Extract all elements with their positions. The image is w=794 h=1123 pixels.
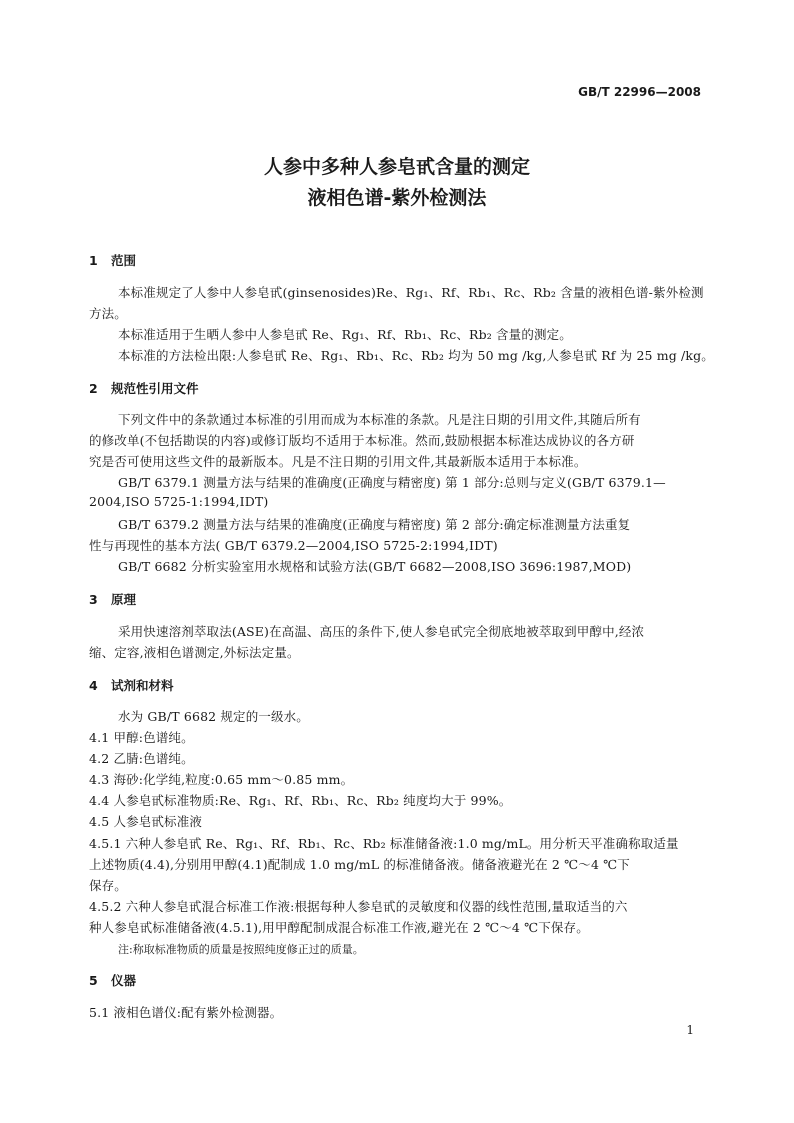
paragraph-line: 水为 GB/T 6682 规定的一级水。 xyxy=(118,709,309,724)
section-number: 4 xyxy=(89,678,98,693)
paragraph-line: 本标准规定了人参中人参皂甙(ginsenosides)Re、Rg₁、Rf、Rb₁、Rc、Rb₂ 含量的液相色谱-紫外检测 xyxy=(118,285,704,300)
section-heading-5 xyxy=(89,971,136,989)
clause-4-5-1: 4.5.1 六种人参皂甙 Re、Rg₁、Rf、Rb₁、Rc、Rb₂ 标准储备液:1.0 mg/mL。用分析天平准确称取适量 xyxy=(89,836,679,851)
document-title-line1: 人参中多种人参皂甙含量的测定 xyxy=(263,156,530,178)
reference-line: GB/T 6379.1 测量方法与结果的准确度(正确度与精密度) 第 1 部分:总则与定义(GB/T 6379.1— xyxy=(118,475,666,490)
reference-line: 2004,ISO 5725-1:1994,IDT) xyxy=(89,494,269,509)
paragraph-line: 方法。 xyxy=(89,306,127,321)
section-number: 5 xyxy=(89,973,98,988)
paragraph-line: 本标准的方法检出限:人参皂甙 Re、Rg₁、Rb₁、Rc、Rb₂ 均为 50 mg /kg,人参皂甙 Rf 为 25 mg /kg。 xyxy=(118,348,714,363)
paragraph-line: 种人参皂甙标准储备液(4.5.1),用甲醇配制成混合标准工作液,避光在 2 ℃～4 ℃下保存。 xyxy=(89,920,589,935)
paragraph-line: 的修改单(不包括勘误的内容)或修订版均不适用于本标准。然而,鼓励根据本标准达成协议的各方研 xyxy=(89,433,635,448)
paragraph-line: 缩、定容,液相色谱测定,外标法定量。 xyxy=(89,645,300,660)
paragraph-line: 下列文件中的条款通过本标准的引用而成为本标准的条款。凡是注日期的引用文件,其随后所有 xyxy=(118,412,641,427)
clause-4-4: 4.4 人参皂甙标准物质:Re、Rg₁、Rf、Rb₁、Rc、Rb₂ 纯度均大于 99%。 xyxy=(89,793,512,808)
reference-line: GB/T 6379.2 测量方法与结果的准确度(正确度与精密度) 第 2 部分:确定标准测量方法重复 xyxy=(118,517,631,532)
section-title: 原理 xyxy=(111,592,137,607)
clause-4-1: 4.1 甲醇:色谱纯。 xyxy=(89,730,194,745)
clause-4-2: 4.2 乙腈:色谱纯。 xyxy=(89,751,194,766)
paragraph-line: 保存。 xyxy=(89,878,127,893)
note: 注:称取标准物质的质量是按照纯度修正过的质量。 xyxy=(118,943,364,956)
section-heading-2 xyxy=(89,379,199,397)
section-heading-3 xyxy=(89,590,136,608)
standard-number: GB/T 22996—2008 xyxy=(578,85,701,99)
section-title: 试剂和材料 xyxy=(111,678,174,693)
clause-4-5-2: 4.5.2 六种人参皂甙混合标准工作液:根据每种人参皂甙的灵敏度和仪器的线性范围,量取适当的六 xyxy=(89,899,628,914)
clause-4-5: 4.5 人参皂甙标准液 xyxy=(89,814,203,829)
paragraph-line: 上述物质(4.4),分别用甲醇(4.1)配制成 1.0 mg/mL 的标准储备液。储备液避光在 2 ℃～4 ℃下 xyxy=(89,857,630,872)
document-title-line2: 液相色谱-紫外检测法 xyxy=(307,187,487,209)
paragraph-line: 采用快速溶剂萃取法(ASE)在高温、高压的条件下,使人参皂甙完全彻底地被萃取到甲醇中,经浓 xyxy=(118,624,645,639)
section-number: 1 xyxy=(89,253,98,268)
section-heading-4 xyxy=(89,676,174,694)
section-title: 仪器 xyxy=(111,973,137,988)
section-number: 3 xyxy=(89,592,98,607)
section-title: 规范性引用文件 xyxy=(111,381,199,396)
section-number: 2 xyxy=(89,381,98,396)
clause-5-1: 5.1 液相色谱仪:配有紫外检测器。 xyxy=(89,1005,283,1020)
section-title: 范围 xyxy=(111,253,137,268)
reference-line: 性与再现性的基本方法( GB/T 6379.2—2004,ISO 5725-2:1994,IDT) xyxy=(89,538,498,553)
section-heading-1 xyxy=(89,251,136,269)
paragraph-line: 本标准适用于生晒人参中人参皂甙 Re、Rg₁、Rf、Rb₁、Rc、Rb₂ 含量的测定。 xyxy=(118,327,572,342)
page-number: 1 xyxy=(686,1023,694,1037)
paragraph-line: 究是否可使用这些文件的最新版本。凡是不注日期的引用文件,其最新版本适用于本标准。 xyxy=(89,454,587,469)
reference-line: GB/T 6682 分析实验室用水规格和试验方法(GB/T 6682—2008,ISO 3696:1987,MOD) xyxy=(118,559,632,574)
clause-4-3: 4.3 海砂:化学纯,粒度:0.65 mm～0.85 mm。 xyxy=(89,772,354,787)
